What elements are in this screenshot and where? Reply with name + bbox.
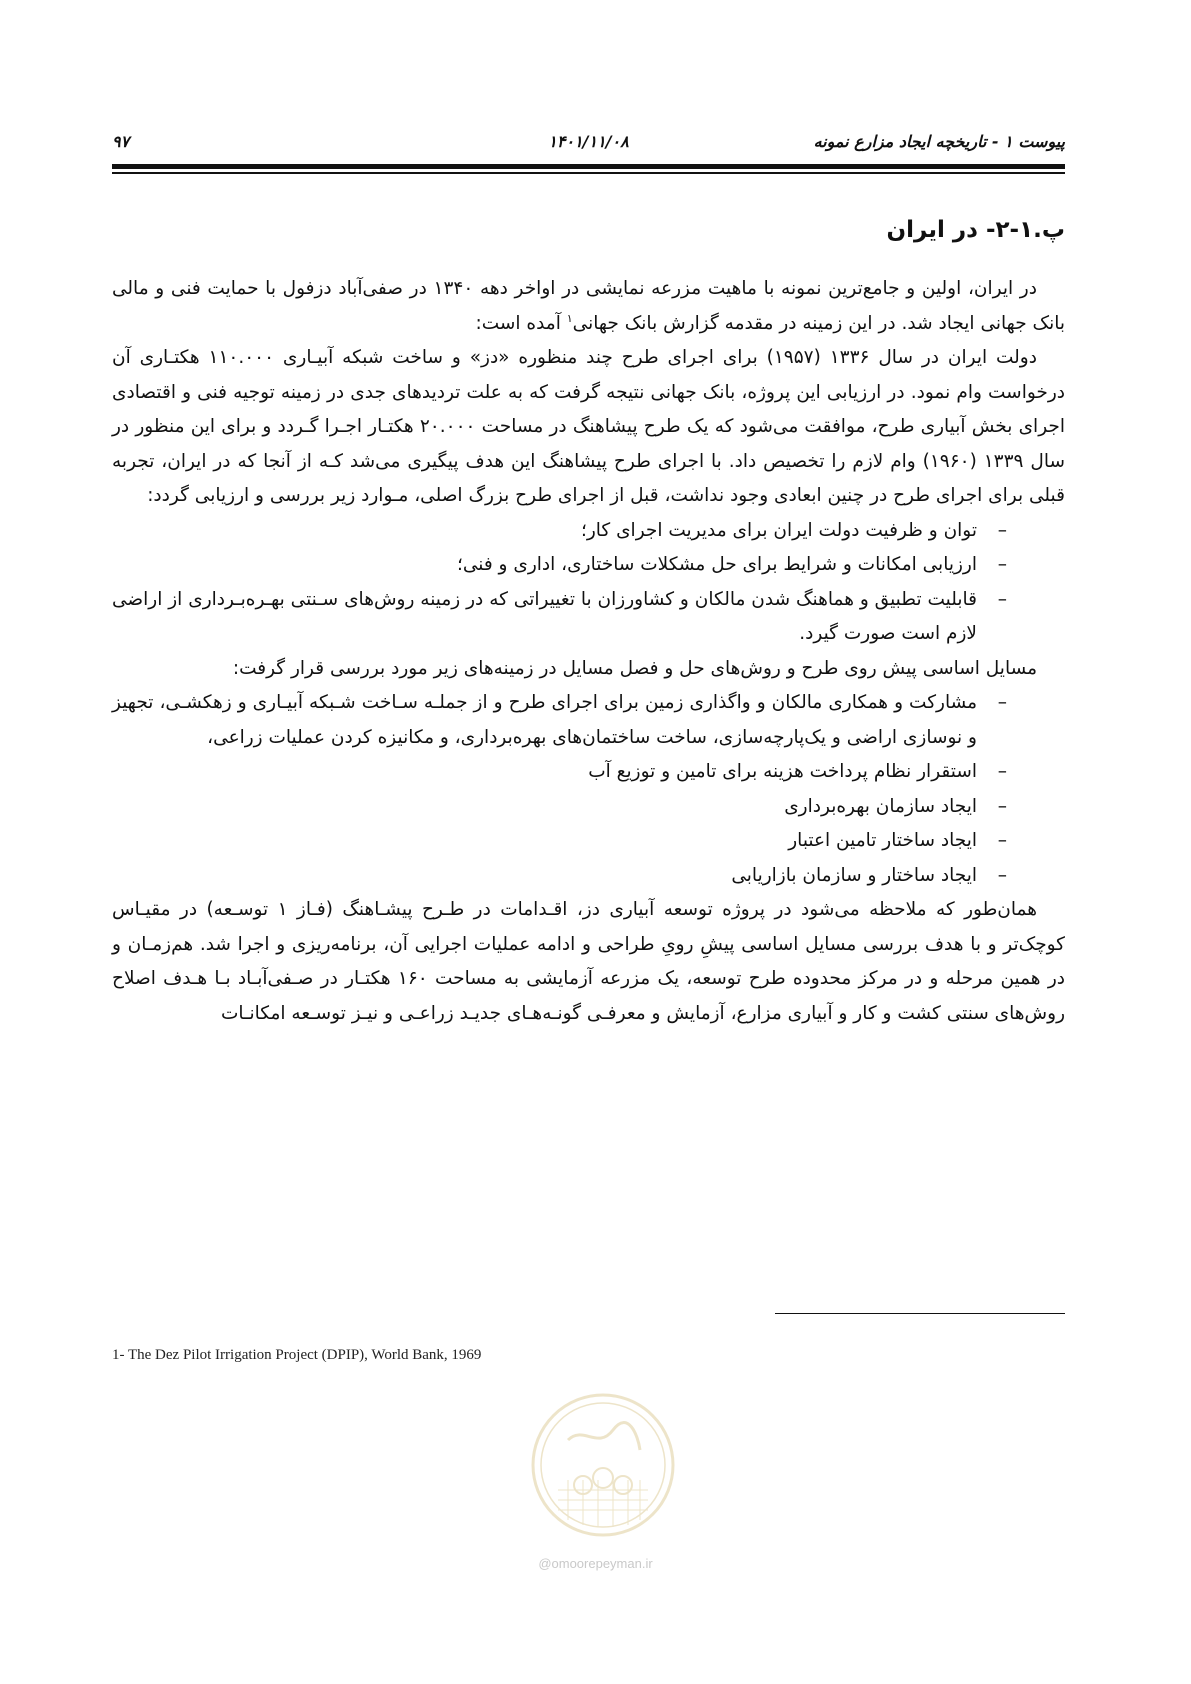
watermark-seal-icon bbox=[528, 1390, 678, 1540]
section-heading: پ.۱-۲- در ایران bbox=[886, 217, 1065, 243]
header-rule-thick bbox=[112, 164, 1065, 169]
footnote-text: 1- The Dez Pilot Irrigation Project (DPIP), World Bank, 1969 bbox=[112, 1347, 482, 1363]
paragraph-issues: مسایل اساسی پیش روی طرح و روش‌های حل و فصل مسایل در زمینه‌های زیر مورد بررسی قرار گرفت: bbox=[232, 657, 1037, 679]
main-content bbox=[112, 215, 1065, 1031]
footnote-reference[interactable]: ۱ bbox=[566, 311, 573, 325]
list-item: – استقرار نظام پرداخت هزینه برای تامین و توزیع آب bbox=[112, 755, 1065, 790]
header-section-title: پیوست ۱ - تاریخچه ایجاد مزارع نمونه bbox=[813, 132, 1065, 151]
header-rule-thin bbox=[112, 172, 1065, 174]
footnote-divider bbox=[775, 1313, 1065, 1314]
paragraph-quote: دولت ایران در سال ۱۳۳۶ (۱۹۵۷) برای اجرای طرح چند منظوره «دز» و ساخت شبکه آبیـاری ۱۱۰.۰۰۰ هکتـاری آن درخواست وام نمود. در ارزیابی این پروژه، بانک جهانی نتیجه گرفت که به علت تردیدهای جدی در زمینه توجیه فنی و اقتصادی اجرای بخش آبیاری طرح، موافقت می‌شود که یک طرح پیشاهنگ در مساحت ۲۰.۰۰۰ هکتـار اجـرا گـردد و برای این منظور در سال ۱۳۳۹ (۱۹۶۰) وام لازم را تخصیص داد. با اجرای طرح پیشاهنگ این هدف پیگیری می‌شد کـه از آنجا که در ایران، تجربه قبلی برای اجرای طرح در چنین ابعادی وجود نداشت، قبل از اجرای طرح بزرگ اصلی، مـوارد زیر بررسی و ارزیابی گردد: bbox=[112, 347, 1065, 506]
bullet-list-issues bbox=[112, 686, 1065, 893]
list-item: – قابلیت تطبیق و هماهنگ شدن مالکان و کشاورزان با تغییراتی که در زمینه روش‌های سـنتی بهـره‌بـرداری از اراضی لازم است صورت گیرد. bbox=[112, 583, 1065, 652]
paragraph-intro-end: آمده است: bbox=[475, 312, 567, 334]
page-header bbox=[112, 128, 1065, 158]
watermark-site: @omoorepeyman.ir bbox=[538, 1556, 653, 1571]
list-item: – توان و ظرفیت دولت ایران برای مدیریت اجرای کار؛ bbox=[112, 514, 1065, 549]
paragraph-intro bbox=[112, 272, 1065, 341]
paragraph-conclusion: همان‌طور که ملاحظه می‌شود در پروژه توسعه آبیاری دز، اقـدامات در طـرح پیشـاهنگ (فـاز ۱ توسـعه) در مقیـاس کوچک‌تر و با هدف بررسی مسایل اساسی پیشِ رویِ طراحی و ادامه عملیات اجرایی آن، برنامه‌ریزی و اجرا شد. هم‌زمـان و در همین مرحله و در مرکز محدوده طرح توسعه، یک مزرعه آزمایشی به مساحت ۱۶۰ هکتـار در صـفی‌آبـاد بـا هـدف اصلاح روش‌های سنتی کشت و کار و آبیاری مزارع، آزمایش و معرفـی گونـه‌هـای جدیـد زراعـی و نیـز توسـعه امکانـات bbox=[112, 899, 1065, 1024]
header-date: ۱۴۰۱/۱۱/۰۸ bbox=[548, 132, 629, 151]
list-item: – ایجاد سازمان بهره‌برداری bbox=[112, 790, 1065, 825]
list-item: – ایجاد ساختار و سازمان بازاریابی bbox=[112, 859, 1065, 894]
list-item: – ارزیابی امکانات و شرایط برای حل مشکلات ساختاری، اداری و فنی؛ bbox=[112, 548, 1065, 583]
bullet-list-evaluation bbox=[112, 514, 1065, 652]
list-item: – مشارکت و همکاری مالکان و واگذاری زمین برای اجرای طرح و از جملـه سـاخت شـبکه آبیـاری و زهکشـی، تجهیز و نوسازی اراضی و یک‌پارچه‌سازی، ساخت ساختمان‌های بهره‌برداری، و مکانیزه کردن عملیات زراعی، bbox=[112, 686, 1065, 755]
paragraph-intro-text: در ایران، اولین و جامع‌ترین نمونه با ماهیت مزرعه نمایشی در اواخر دهه ۱۳۴۰ در صفی‌آباد دزفول با حمایت فنی و مالی بانک جهانی ایجاد شد. در این زمینه در مقدمه گزارش بانک جهانی bbox=[112, 278, 1065, 334]
page-number: ۹۷ bbox=[112, 132, 130, 151]
list-item: – ایجاد ساختار تامین اعتبار bbox=[112, 824, 1065, 859]
